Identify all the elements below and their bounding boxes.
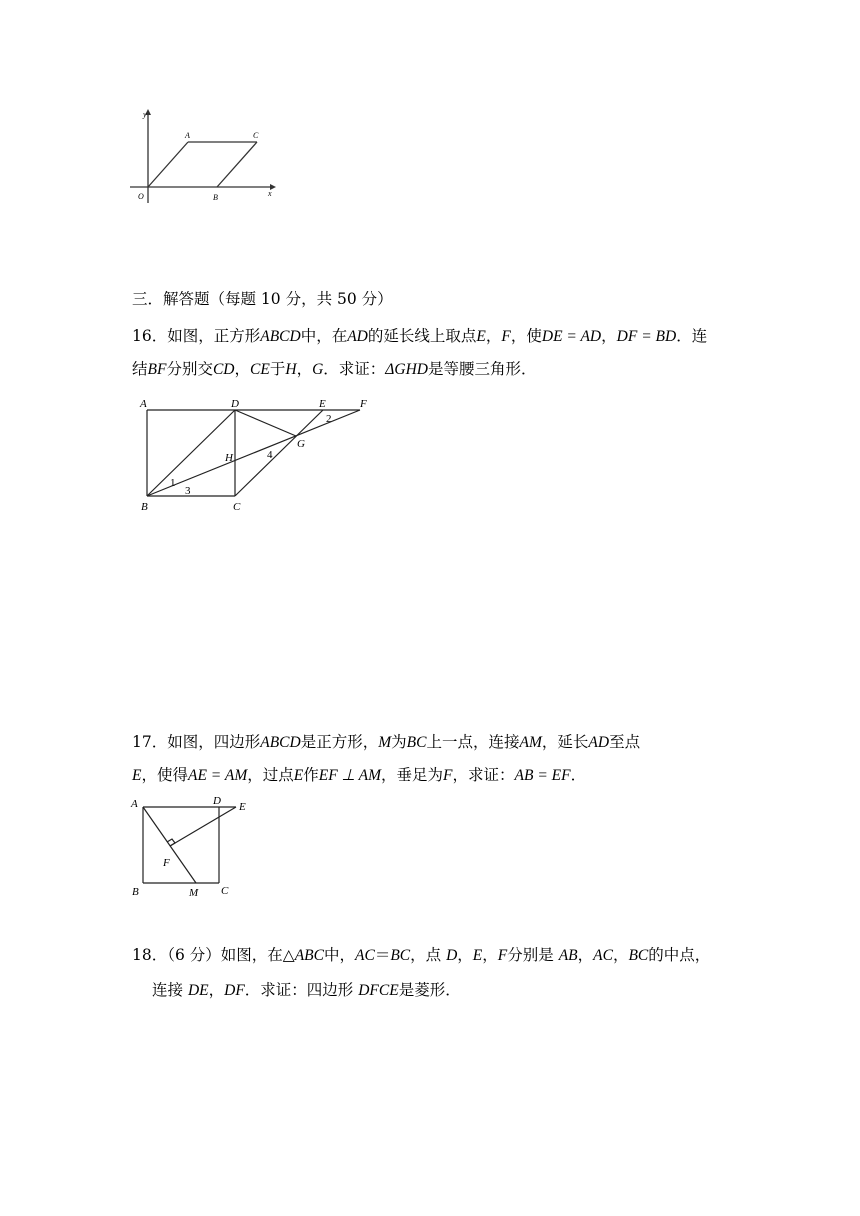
q18-math: DF	[224, 982, 245, 999]
q16-math: BF	[147, 361, 167, 378]
q18-line-1	[132, 944, 710, 967]
q17-text: 至点	[609, 733, 641, 751]
q16-text: 的延长线上取点	[367, 327, 477, 345]
label-f: F	[360, 398, 367, 410]
section-heading: 三．解答题（每题 10 分，共 50 分）	[132, 290, 393, 308]
q16-math: E	[476, 328, 486, 345]
segment-cb	[217, 142, 257, 187]
label-3: 3	[185, 485, 191, 497]
q18-math: F	[497, 947, 508, 964]
q18-text: 连接	[152, 981, 188, 999]
q16-math: CD	[212, 361, 235, 378]
q16-text: ，使	[510, 327, 542, 345]
q16-text: 结	[132, 360, 148, 378]
q18-math: AB	[558, 947, 578, 964]
q18-text: （6 分）如图，在△	[167, 946, 295, 964]
label-b: B	[141, 501, 148, 513]
label-c: C	[253, 131, 259, 140]
q18-math: AC	[355, 947, 375, 964]
q17-math: AB = EF	[514, 767, 571, 784]
q17-math: EF ⊥ AM	[318, 767, 382, 784]
label-g: G	[297, 438, 305, 450]
label-4: 4	[267, 449, 273, 461]
q18-text: 分别是	[507, 946, 559, 964]
q17-math: BC	[406, 734, 427, 751]
q16-math: H	[285, 361, 297, 378]
q17-math: ABCD	[260, 734, 301, 751]
q16-math: CE	[250, 361, 270, 378]
q16-line-1	[132, 325, 707, 348]
label-o: O	[138, 192, 144, 201]
q16-math: G	[312, 361, 324, 378]
label-m: M	[189, 887, 199, 899]
q16-text: ，	[234, 360, 251, 378]
q16-math: AD	[347, 328, 368, 345]
q17-line-1	[132, 731, 640, 754]
q16-text: 于	[269, 360, 286, 378]
q18-text: ，	[208, 981, 225, 999]
label-1: 1	[170, 477, 176, 489]
label-a: A	[185, 131, 190, 140]
coordinate-parallelogram-figure	[120, 105, 290, 215]
q16-text: ．求证：	[323, 360, 386, 378]
label-a: A	[140, 398, 147, 410]
q17-math: M	[378, 734, 392, 751]
q18-text: 是菱形．	[398, 981, 461, 999]
q17-text: ．	[570, 766, 587, 784]
label-d: D	[213, 795, 221, 807]
q18-math: BC	[628, 947, 649, 964]
q18-text: ，	[482, 946, 498, 964]
q17-text: 是正方形，	[300, 733, 379, 751]
segment-ef	[170, 807, 236, 846]
q17-math: E	[293, 767, 304, 784]
q17-math: AE = AM	[187, 767, 248, 784]
q18-math: BC	[390, 947, 411, 964]
label-h: H	[225, 452, 233, 464]
q18-text: 18．	[132, 946, 168, 964]
q18-text: 中，	[323, 946, 355, 964]
label-d: D	[231, 398, 239, 410]
q16-text: 16．如图，正方形	[132, 327, 261, 345]
label-b: B	[213, 193, 218, 202]
q17-text: ，垂足为	[381, 766, 444, 784]
q18-text: ，	[577, 946, 594, 964]
q18-line-2	[152, 979, 461, 1002]
q16-text: ．连	[676, 327, 708, 345]
q17-math: E	[132, 767, 142, 784]
q18-math: DFCE	[358, 982, 399, 999]
q16-text: 分别交	[166, 360, 213, 378]
q17-line-2	[132, 764, 586, 787]
q18-text: ，	[457, 946, 473, 964]
q17-text: ，过点	[247, 766, 294, 784]
q18-text: ＝	[374, 946, 391, 964]
q16-text: ，	[296, 360, 313, 378]
q18-math: ABC	[294, 947, 324, 964]
q18-math: E	[472, 947, 483, 964]
q17-text: ，延长	[541, 733, 589, 751]
segment-oa	[148, 142, 188, 187]
q16-text: ，	[485, 327, 502, 345]
label-e: E	[319, 398, 326, 410]
q16-text: ，	[601, 327, 617, 345]
q16-math: DF = BD	[616, 328, 677, 345]
q16-line-2	[132, 358, 537, 381]
q16-math: DE = AD	[541, 328, 602, 345]
q18-text: ，	[612, 946, 629, 964]
label-f: F	[163, 857, 170, 869]
label-c: C	[233, 501, 241, 513]
q16-math: ABCD	[260, 328, 301, 345]
q16-text: 中，在	[300, 327, 348, 345]
label-c: C	[221, 885, 229, 897]
q18-text: ．求证：四边形	[244, 981, 359, 999]
q17-math: F	[443, 767, 453, 784]
q18-math: AC	[593, 947, 613, 964]
label-2: 2	[326, 413, 332, 425]
q18-text: ，点	[410, 946, 447, 964]
label-b: B	[132, 886, 139, 898]
q17-text: 上一点，连接	[426, 733, 520, 751]
q16-square-figure	[130, 392, 380, 522]
q17-text: 作	[303, 766, 319, 784]
q18-math: D	[446, 947, 458, 964]
segment-ce	[235, 410, 323, 496]
q17-text: 17．如图，四边形	[132, 733, 261, 751]
q16-text: 是等腰三角形．	[427, 360, 537, 378]
q17-math: AM	[519, 734, 542, 751]
q17-square-figure	[126, 795, 266, 903]
q18-math: DE	[187, 982, 209, 999]
label-a: A	[131, 798, 138, 810]
segment-am	[143, 807, 196, 883]
q16-math: ΔGHD	[385, 361, 428, 378]
label-y: y	[143, 110, 147, 119]
q17-math: AD	[588, 734, 610, 751]
segment-dg	[235, 410, 296, 436]
q18-text: 的中点，	[648, 946, 711, 964]
q17-text: ，使得	[141, 766, 188, 784]
segment-bd	[147, 410, 235, 496]
q16-math: F	[501, 328, 511, 345]
q17-text: ，求证：	[452, 766, 515, 784]
q17-text: 为	[391, 733, 407, 751]
label-x: x	[268, 189, 272, 198]
label-e: E	[239, 801, 246, 813]
